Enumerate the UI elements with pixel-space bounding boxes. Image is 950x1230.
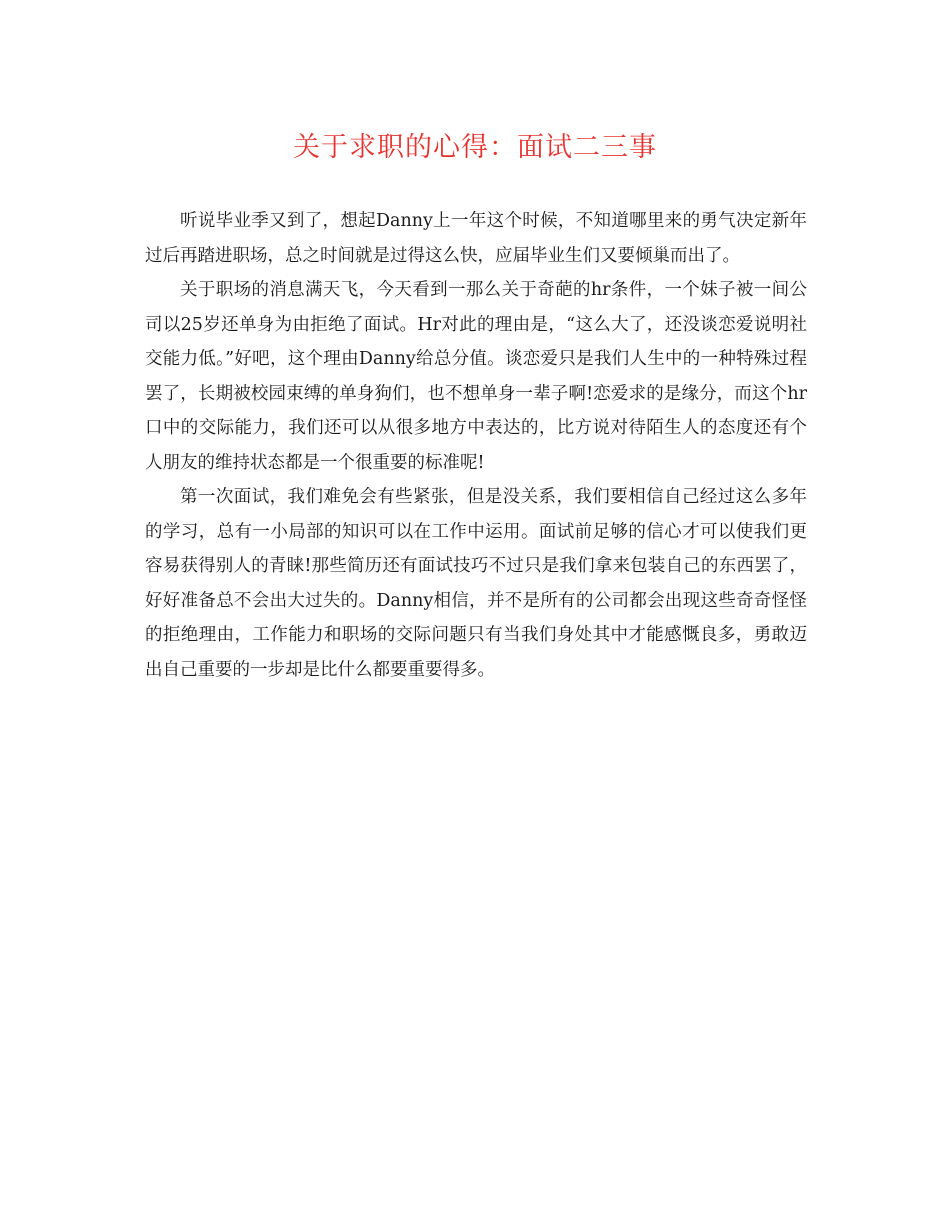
paragraph-1: 听说毕业季又到了，想起Danny上一年这个时候，不知道哪里来的勇气决定新年过后再踏进职场，总之时间就是过得这么快，应届毕业生们又要倾巢而出了。 [145, 211, 807, 266]
paragraph-3: 第一次面试，我们难免会有些紧张，但是没关系，我们要相信自己经过这么多年的学习，总有一小局部的知识可以在工作中运用。面试前足够的信心才可以使我们更容易获得别人的青睐!那些简历还有面试技巧不过只是我们拿来包装自己的东西罢了，好好准备总不会出大过失的。Danny相信，并不是所有的公司都会出现这些奇奇怪怪的拒绝理由，工作能力和职场的交际问题只有当我们身处其中才能感慨良多，勇敢迈出自己重要的一步却是比什么都要重要得多。 [145, 487, 807, 680]
document-body [145, 204, 807, 687]
document-title: 关于求职的心得：面试二三事 [293, 132, 657, 163]
paragraph-2: 关于职场的消息满天飞，今天看到一那么关于奇葩的hr条件，一个妹子被一间公司以25岁还单身为由拒绝了面试。Hr对此的理由是，“这么大了，还没谈恋爱说明社交能力低。”好吧，这个理由Danny给总分值。谈恋爱只是我们人生中的一种特殊过程罢了，长期被校园束缚的单身狗们，也不想单身一辈子啊!恋爱求的是缘分，而这个hr口中的交际能力，我们还可以从很多地方中表达的，比方说对待陌生人的态度还有个人朋友的维持状态都是一个很重要的标准呢! [145, 280, 807, 473]
